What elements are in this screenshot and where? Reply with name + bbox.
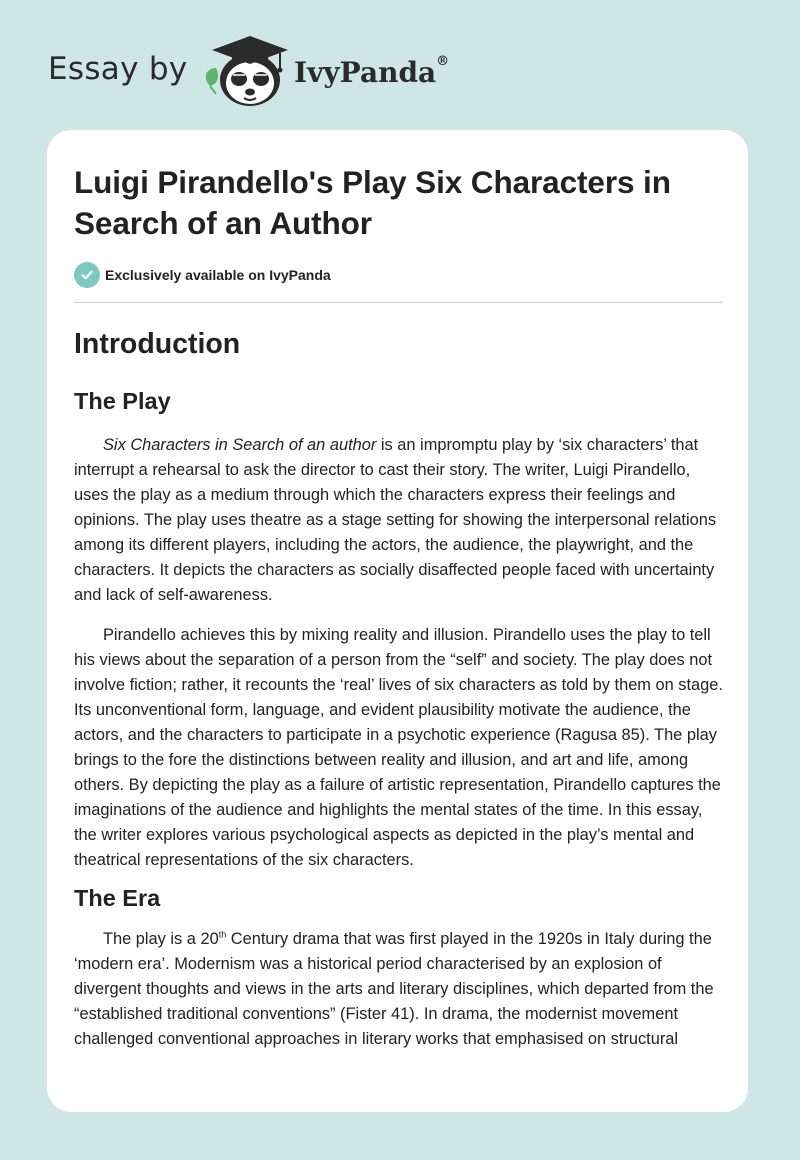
article-title: Luigi Pirandello's Play Six Characters in Search of an Author <box>74 164 671 241</box>
ordinal-suffix: th <box>218 929 227 940</box>
panda-logo-icon[interactable] <box>200 34 292 110</box>
subheading-the-play: The Play <box>74 388 171 414</box>
exclusive-badge <box>74 261 724 289</box>
essay-by-label: Essay by <box>48 51 188 87</box>
article-content <box>74 162 724 1052</box>
play-title-italic: Six Characters in Search of an author <box>103 436 377 454</box>
divider <box>74 302 723 303</box>
exclusive-label: Exclusively available on IvyPanda <box>105 267 331 283</box>
section-heading-introduction: Introduction <box>74 328 241 360</box>
paragraph-1-text: is an impromptu play by ‘six characters’ that interrupt a rehearsal to ask the director to cast their story. The writer, Luigi Pirandello, uses the play as a medium through which the characters express their feelings and opinions. The play uses theatre as a stage setting for showing the interpersonal relations among its different players, including the actors, the audience, the playwright, and the characters. It depicts the characters as socially disaffected people faced with uncertainty and lack of self-awareness. <box>74 436 717 604</box>
paragraph-3-text: Century drama that was first played in the 1920s in Italy during the ‘modern era’. Modernism was a historical period characterised by an explosion of divergent thoughts and views in the arts and literary disciplines, which departed from the “established traditional conventions” (Fister 41). In drama, the modernist movement challenged conventional approaches in literary works that emphasised on structural <box>74 930 714 1048</box>
paragraph-1 <box>74 433 724 608</box>
check-circle-icon <box>74 262 100 288</box>
subheading-the-era: The Era <box>74 885 161 911</box>
article-card <box>47 130 748 1112</box>
brand-name[interactable] <box>294 56 449 89</box>
registered-mark: ® <box>436 54 450 69</box>
paragraph-3 <box>74 927 724 1052</box>
paragraph-3-start: The play is a 20 <box>103 930 219 948</box>
brand-text: IvyPanda <box>294 56 437 89</box>
site-header <box>48 34 548 110</box>
paragraph-2: Pirandello achieves this by mixing reality and illusion. Pirandello uses the play to tell his views about the separation of a person from the “self” and society. The play does not involve fiction; rather, it recounts the ‘real’ lives of six characters as told by them on stage. Its unconventional form, language, and evident plausibility motivate the audience, the actors, and the characters to participate in a psychotic experience (Ragusa 85). The play brings to the fore the distinctions between reality and illusion, and art and life, among others. By depicting the play as a failure of artistic representation, Pirandello captures the imaginations of the audience and highlights the mental states of the time. In this essay, the writer explores various psychological aspects as depicted in the play’s mental and theatrical representations of the six characters. <box>74 626 723 869</box>
